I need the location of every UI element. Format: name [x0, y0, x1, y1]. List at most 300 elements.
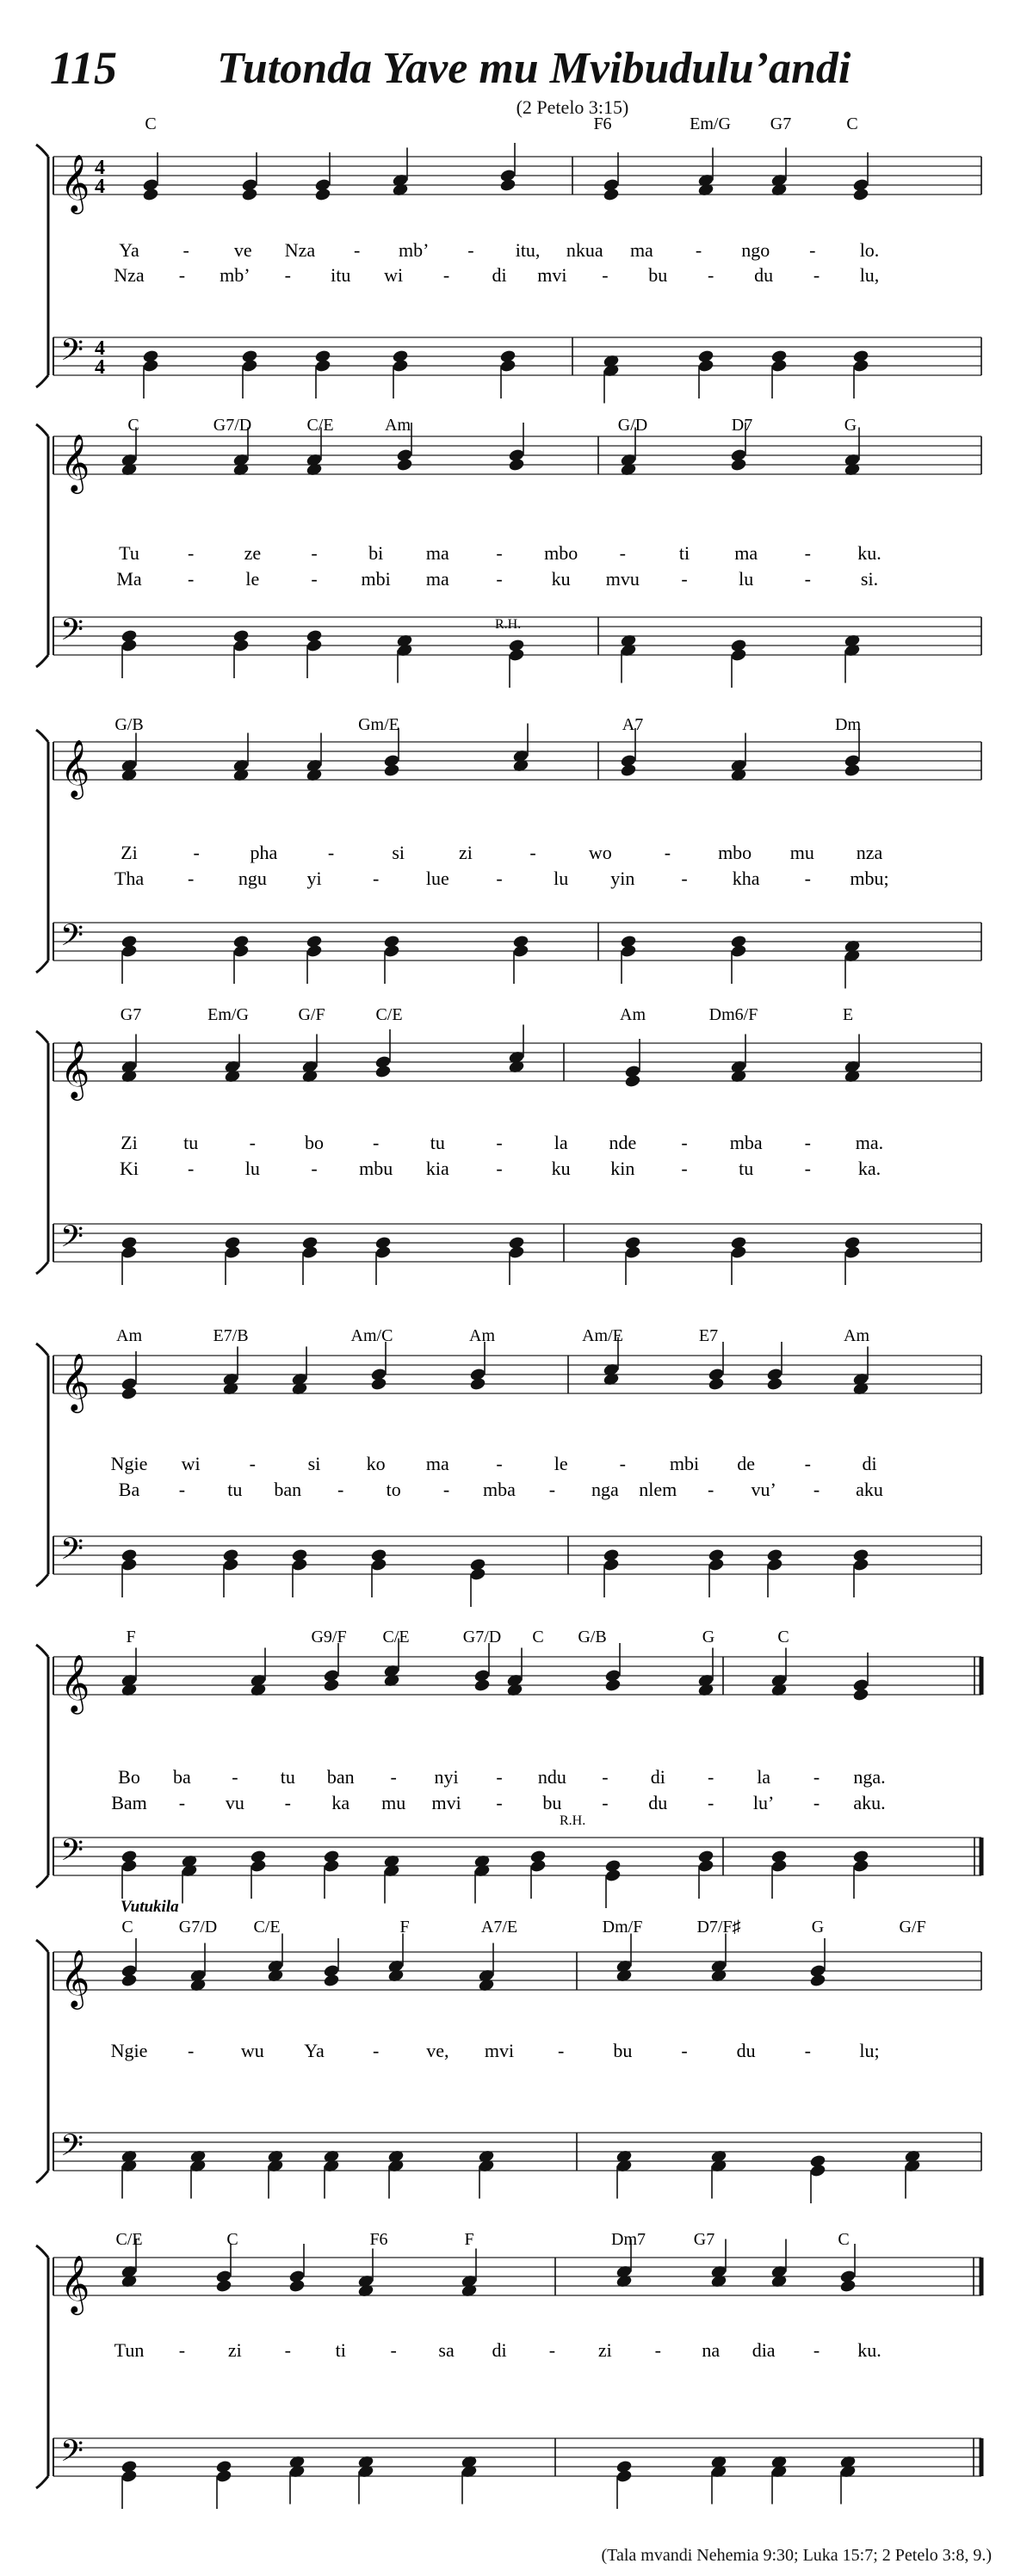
chord-symbol: A7/E — [480, 1918, 518, 1937]
lyric-syllable: - — [708, 264, 714, 286]
lyric-syllable: Ki — [120, 1158, 139, 1179]
bass-notehead-lower — [730, 647, 747, 662]
lyric-syllable: - — [529, 842, 536, 863]
lyric-syllable: ve — [233, 239, 252, 261]
chord-symbol: Am — [385, 416, 411, 435]
lyric-syllable: mvu — [605, 568, 640, 590]
lyric-syllable: - — [178, 2339, 186, 2361]
lyric-syllable: Nza — [284, 239, 316, 261]
treble-notehead-lower — [121, 1973, 138, 1987]
lyric-syllable: du — [648, 1792, 668, 1813]
lyric-syllable: - — [467, 239, 474, 261]
brace-bottom-hook — [36, 2476, 48, 2488]
lyric-syllable: ka. — [857, 1158, 881, 1179]
chord-symbol: A7 — [622, 715, 644, 734]
lyric-syllable: na — [702, 2339, 721, 2361]
chord-symbol: G7/D — [213, 416, 252, 435]
lyric-syllable: - — [619, 542, 626, 564]
lyric-syllable: Ngie — [110, 2040, 148, 2061]
bass-notehead-lower — [708, 1557, 725, 1572]
bass-clef: 𝄢 — [60, 1221, 84, 1261]
bass-notehead-lower — [370, 1557, 387, 1572]
lyric-syllable: lu’ — [752, 1792, 775, 1813]
lyric-syllable: - — [496, 1158, 503, 1179]
lyric-syllable: kia — [425, 1158, 449, 1179]
lyric-syllable: pha — [250, 842, 278, 863]
treble-notehead-lower — [142, 187, 159, 201]
lyric-syllable: la — [757, 1766, 771, 1788]
bass-notehead-lower — [730, 943, 747, 958]
lyric-syllable: bi — [368, 542, 384, 564]
lyric-syllable: ngu — [238, 868, 267, 889]
lyric-syllable: wi — [181, 1453, 201, 1474]
chord-symbol: G/B — [578, 1628, 607, 1646]
lyric-syllable: - — [654, 2339, 661, 2361]
chord-symbol: C/E — [253, 1918, 281, 1937]
lyric-syllable: yi — [306, 868, 322, 889]
lyric-syllable: de — [737, 1453, 756, 1474]
lyric-syllable: - — [804, 1453, 811, 1474]
bass-notehead-lower — [224, 1245, 241, 1259]
lyric-syllable: ku. — [857, 542, 881, 564]
lyric-syllable: ve, — [426, 2040, 449, 2061]
chord-symbol: F — [464, 2230, 474, 2249]
chord-symbol: C — [846, 114, 858, 133]
bass-clef: 𝄢 — [60, 2436, 84, 2475]
treble-notehead-lower — [370, 1376, 387, 1391]
brace-top-hook — [36, 1645, 48, 1657]
lyric-syllable: - — [496, 1453, 503, 1474]
lyric-syllable: nga — [591, 1479, 619, 1500]
lyric-syllable: Zi — [121, 1132, 138, 1153]
brace-top-hook — [36, 1344, 48, 1356]
bass-notehead-lower — [809, 2163, 826, 2178]
lyric-syllable: ku. — [857, 2339, 881, 2361]
lyric-syllable: Tu — [119, 542, 139, 564]
lyric-syllable: mvi — [484, 2040, 515, 2061]
bass-notehead-lower — [121, 1858, 138, 1873]
brace-top-hook — [36, 424, 48, 436]
lyric-syllable: ban — [326, 1766, 355, 1788]
bass-notehead-lower — [323, 1858, 340, 1873]
bass-clef: 𝄢 — [60, 335, 84, 374]
lyric-syllable: ti — [678, 542, 690, 564]
brace-bottom-hook — [36, 2171, 48, 2183]
lyric-syllable: nlem — [639, 1479, 677, 1500]
lyric-syllable: mb’ — [220, 264, 251, 286]
bass-clef: 𝄢 — [60, 615, 84, 654]
lyric-syllable: - — [284, 264, 291, 286]
bass-notehead-lower — [604, 1868, 622, 1882]
lyric-syllable: nza — [856, 842, 883, 863]
treble-notehead-lower — [852, 1687, 869, 1702]
lyric-syllable: itu — [331, 264, 351, 286]
chord-symbol: D7/F♯ — [696, 1918, 741, 1937]
lyric-syllable: itu, — [515, 239, 541, 261]
footer-reference-note: (Tala mvandi Nehemia 9:30; Luka 15:7; 2 Petelo 3:8, 9.) — [601, 2546, 992, 2565]
lyric-syllable: ze — [244, 542, 262, 564]
lyric-syllable: - — [442, 264, 450, 286]
lyric-syllable: ka — [331, 1792, 350, 1813]
treble-clef: 𝄞 — [60, 740, 90, 796]
treble-notehead-lower — [314, 187, 331, 201]
hymn-title: Tutonda Yave mu Mvibudulu’andi — [217, 44, 851, 93]
lyric-syllable: - — [804, 542, 811, 564]
lyric-syllable: - — [804, 2040, 811, 2061]
chord-symbol: G/B — [114, 715, 144, 734]
lyric-syllable: ma — [425, 568, 449, 590]
bass-notehead-lower — [508, 647, 525, 662]
lyric-syllable: - — [249, 1453, 256, 1474]
bass-notehead-lower — [215, 2468, 232, 2483]
lyric-syllable: - — [249, 1132, 256, 1153]
lyric-syllable: - — [602, 264, 609, 286]
lyric-syllable: le — [245, 568, 260, 590]
lyric-syllable: kha — [732, 868, 760, 889]
lyric-syllable: zi — [227, 2339, 242, 2361]
lyric-syllable: - — [708, 1479, 714, 1500]
time-signature-top: 4 — [95, 337, 105, 360]
chord-symbol: E7/B — [213, 1326, 249, 1345]
lyric-syllable: to — [386, 1479, 401, 1500]
bass-notehead-lower — [529, 1858, 547, 1873]
chord-symbol: G7/D — [178, 1918, 218, 1937]
chord-symbol: Gm/E — [358, 715, 399, 734]
lyric-syllable: - — [311, 1158, 318, 1179]
chord-symbol: G — [844, 416, 857, 435]
lyric-syllable: ma — [734, 542, 758, 564]
chord-symbol: Em/G — [690, 114, 731, 133]
brace-top-hook — [36, 730, 48, 742]
bass-notehead-lower — [121, 638, 138, 652]
lyric-syllable: - — [353, 239, 361, 261]
bass-notehead-lower — [121, 1557, 138, 1572]
treble-clef: 𝄞 — [60, 155, 90, 211]
bass-clef: 𝄢 — [60, 1534, 84, 1573]
bass-notehead-lower — [620, 943, 637, 958]
chord-symbol: F — [126, 1628, 136, 1646]
chord-symbol: Am — [116, 1326, 142, 1345]
lyric-syllable: le — [554, 1453, 568, 1474]
lyric-syllable: - — [373, 1132, 380, 1153]
chord-symbol: Am — [620, 1005, 646, 1024]
lyric-syllable: - — [178, 264, 186, 286]
chord-symbol: G7/D — [462, 1628, 502, 1646]
lyric-syllable: bo — [305, 1132, 324, 1153]
brace-top-hook — [36, 1940, 48, 1952]
chord-symbol: F6 — [593, 114, 612, 133]
lyric-syllable: wu — [240, 2040, 264, 2061]
chord-symbol: C/E — [375, 1005, 403, 1024]
lyric-syllable: - — [813, 1766, 820, 1788]
lyric-syllable: bu — [613, 2040, 633, 2061]
bass-notehead-lower — [852, 1557, 869, 1572]
bass-notehead-lower — [499, 358, 516, 373]
lyric-syllable: ba — [173, 1766, 191, 1788]
lyric-syllable: - — [373, 2040, 380, 2061]
lyric-syllable: - — [809, 239, 816, 261]
lyric-syllable: - — [178, 1792, 186, 1813]
treble-notehead-lower — [396, 457, 413, 472]
lyric-syllable: - — [681, 1132, 688, 1153]
chord-symbol: Dm7 — [611, 2230, 646, 2249]
lyric-syllable: Bam — [111, 1792, 147, 1813]
treble-clef: 𝄞 — [60, 1041, 90, 1097]
lyric-syllable: ma — [425, 1453, 449, 1474]
chord-symbol: C — [127, 416, 139, 435]
lyric-syllable: lu; — [859, 2040, 880, 2061]
lyric-syllable: mba — [483, 1479, 516, 1500]
bass-notehead-lower — [512, 943, 529, 958]
lyric-syllable: - — [188, 568, 195, 590]
lyric-syllable: Ngie — [110, 1453, 148, 1474]
lyric-syllable: ti — [335, 2339, 346, 2361]
lyric-syllable: mbu — [359, 1158, 393, 1179]
lyric-syllable: mbo — [544, 542, 578, 564]
lyric-syllable: ma — [425, 542, 449, 564]
chord-symbol: Am/C — [350, 1326, 393, 1345]
brace-bottom-hook — [36, 375, 48, 387]
lyric-syllable: - — [602, 1766, 609, 1788]
lyric-syllable: - — [548, 2339, 556, 2361]
lyric-syllable: ma — [629, 239, 653, 261]
lyric-syllable: - — [311, 568, 318, 590]
lyric-syllable: bu — [542, 1792, 562, 1813]
lyric-syllable: zi — [597, 2339, 612, 2361]
chord-symbol: G7 — [120, 1005, 142, 1024]
lyric-syllable: - — [496, 1792, 503, 1813]
chord-symbol: G/D — [617, 416, 648, 435]
bass-clef: 𝄢 — [60, 920, 84, 960]
bass-notehead-lower — [222, 1557, 239, 1572]
lyric-syllable: - — [664, 842, 671, 863]
bass-notehead-lower — [232, 943, 250, 958]
treble-clef: 𝄞 — [60, 1354, 90, 1410]
lyric-syllable: la — [554, 1132, 568, 1153]
lyric-syllable: ndu — [537, 1766, 566, 1788]
lyric-syllable: nkua — [566, 239, 603, 261]
chord-symbol: E7 — [698, 1326, 719, 1345]
treble-notehead-lower — [809, 1973, 826, 1987]
lyric-syllable: - — [390, 1766, 397, 1788]
lyric-syllable: mu — [381, 1792, 406, 1813]
lyric-syllable: - — [813, 1479, 820, 1500]
hymn-number: 115 — [50, 42, 118, 94]
brace-bottom-hook — [36, 961, 48, 973]
chord-symbol: C — [532, 1628, 544, 1646]
lyric-syllable: mbo — [718, 842, 752, 863]
chord-symbol: C — [777, 1628, 789, 1646]
bass-notehead-lower — [121, 2468, 138, 2483]
lyric-syllable: - — [804, 1158, 811, 1179]
lyric-syllable: - — [708, 1792, 714, 1813]
bass-notehead-lower — [241, 358, 258, 373]
bass-notehead-lower — [232, 638, 250, 652]
bass-notehead-lower — [306, 943, 323, 958]
bass-notehead-lower — [852, 358, 869, 373]
brace-top-hook — [36, 145, 48, 157]
chord-symbol: G7 — [770, 114, 792, 133]
lyric-syllable: si. — [860, 568, 879, 590]
lyric-syllable: lu — [739, 568, 754, 590]
chord-symbol: D7 — [731, 416, 753, 435]
lyric-syllable: lue — [425, 868, 449, 889]
treble-notehead-lower — [241, 187, 258, 201]
lyric-syllable: sa — [438, 2339, 455, 2361]
lyric-syllable: dia — [752, 2339, 776, 2361]
treble-notehead-lower — [839, 2278, 857, 2293]
bass-notehead-lower — [306, 638, 323, 652]
lyric-syllable: Tha — [114, 868, 145, 889]
lyric-syllable: - — [695, 239, 702, 261]
chord-symbol: G7 — [693, 2230, 715, 2249]
lyric-syllable: wi — [384, 264, 404, 286]
treble-notehead-lower — [620, 763, 637, 777]
lyric-syllable: lu, — [859, 264, 880, 286]
lyric-syllable: mbu; — [850, 868, 889, 889]
chord-symbol: Am — [469, 1326, 495, 1345]
lyric-syllable: - — [548, 1479, 556, 1500]
bass-notehead-lower — [301, 1245, 319, 1259]
lyric-syllable: Zi — [121, 842, 138, 863]
lyric-syllable: Ba — [118, 1479, 140, 1500]
brace-bottom-hook — [36, 655, 48, 667]
chord-symbol: Am/E — [582, 1326, 623, 1345]
lyric-syllable: - — [804, 868, 811, 889]
lyric-syllable: - — [681, 568, 688, 590]
lyric-syllable: - — [232, 1766, 238, 1788]
lyric-syllable: - — [681, 2040, 688, 2061]
lyric-syllable: di — [492, 264, 507, 286]
lyric-syllable: ngo — [741, 239, 770, 261]
chord-symbol: Am — [844, 1326, 869, 1345]
bass-notehead-lower — [508, 1245, 525, 1259]
treble-notehead-lower — [374, 1064, 392, 1078]
treble-notehead-lower — [215, 2278, 232, 2293]
bass-notehead-lower — [697, 358, 714, 373]
lyric-syllable: - — [390, 2339, 397, 2361]
lyric-syllable: vu — [225, 1792, 244, 1813]
treble-clef: 𝄞 — [60, 2256, 90, 2312]
lyric-syllable: - — [193, 842, 200, 863]
lyric-syllable: si — [392, 842, 405, 863]
chord-symbol: C — [121, 1918, 133, 1937]
lyric-syllable: - — [496, 1766, 503, 1788]
lyric-syllable: Ma — [116, 568, 142, 590]
lyric-syllable: kin — [610, 1158, 635, 1179]
lyric-syllable: nyi — [434, 1766, 459, 1788]
bass-notehead-lower — [121, 1245, 138, 1259]
lyric-syllable: bu — [648, 264, 668, 286]
lyric-syllable: ko — [366, 1453, 386, 1474]
lyric-syllable: tu — [183, 1132, 199, 1153]
chord-symbol: F — [399, 1918, 410, 1937]
treble-notehead-lower — [508, 457, 525, 472]
lyric-syllable: aku. — [853, 1792, 886, 1813]
lyric-syllable: - — [496, 868, 503, 889]
lyric-syllable: Ya — [304, 2040, 325, 2061]
lyric-syllable: yin — [610, 868, 635, 889]
lyric-syllable: ma. — [855, 1132, 884, 1153]
treble-clef: 𝄞 — [60, 1655, 90, 1711]
brace-bottom-hook — [36, 1262, 48, 1274]
treble-notehead-lower — [852, 187, 869, 201]
lyric-syllable: mvi — [431, 1792, 461, 1813]
lyric-syllable: mbi — [361, 568, 391, 590]
chord-symbol: C — [838, 2230, 850, 2249]
treble-notehead-lower — [604, 1677, 622, 1692]
chord-symbol: C — [145, 114, 157, 133]
lyric-syllable: du — [754, 264, 774, 286]
treble-notehead-lower — [473, 1677, 491, 1692]
lyric-syllable: tu — [280, 1766, 295, 1788]
lyric-syllable: tu — [739, 1158, 754, 1179]
lyric-syllable: lu — [554, 868, 569, 889]
lyric-syllable: - — [813, 264, 820, 286]
bass-notehead-lower — [314, 358, 331, 373]
lyric-syllable: nga. — [853, 1766, 886, 1788]
lyric-syllable: Tun — [114, 2339, 145, 2361]
lyric-syllable: - — [496, 542, 503, 564]
bass-notehead-lower — [770, 1858, 788, 1873]
lyric-syllable: lo. — [859, 239, 880, 261]
bass-notehead-lower — [121, 943, 138, 958]
lyric-syllable: mb’ — [399, 239, 430, 261]
bass-notehead-lower — [852, 1858, 869, 1873]
scripture-reference: (2 Petelo 3:15) — [516, 96, 629, 118]
bass-notehead-lower — [383, 943, 400, 958]
chord-symbol: G/F — [298, 1005, 325, 1024]
brace-top-hook — [36, 2246, 48, 2258]
lyric-syllable: - — [178, 1479, 186, 1500]
treble-notehead-lower — [766, 1376, 783, 1391]
bass-clef: 𝄢 — [60, 2130, 84, 2170]
lyric-syllable: mu — [789, 842, 814, 863]
chord-symbol: F6 — [369, 2230, 388, 2249]
treble-notehead-lower — [603, 187, 620, 201]
lyric-syllable: - — [804, 1132, 811, 1153]
treble-clef: 𝄞 — [60, 1950, 90, 2006]
chord-symbol: G — [702, 1628, 715, 1646]
bass-notehead-lower — [697, 1858, 714, 1873]
bass-notehead-lower — [624, 1245, 641, 1259]
lyric-syllable: - — [182, 239, 189, 261]
lyric-syllable: - — [337, 1479, 344, 1500]
lyric-syllable: vu’ — [751, 1479, 776, 1500]
treble-notehead-lower — [288, 2278, 306, 2293]
brace-top-hook — [36, 1031, 48, 1043]
lyric-syllable: - — [442, 1479, 450, 1500]
bass-notehead-lower — [374, 1245, 392, 1259]
lyric-syllable: Bo — [118, 1766, 140, 1788]
bass-notehead-lower — [603, 1557, 620, 1572]
bass-clef: 𝄢 — [60, 1835, 84, 1875]
lyric-syllable: - — [373, 868, 380, 889]
section-label: Vutukila — [121, 1898, 179, 1916]
treble-notehead-lower — [730, 457, 747, 472]
lyric-syllable: - — [681, 1158, 688, 1179]
chord-symbol: Dm/F — [602, 1918, 643, 1937]
bass-notehead-lower — [844, 1245, 861, 1259]
time-signature-bottom: 4 — [95, 176, 105, 198]
lyric-syllable: - — [619, 1453, 626, 1474]
bass-notehead-lower — [766, 1557, 783, 1572]
lyric-syllable: ku — [551, 568, 571, 590]
lyric-syllable: - — [813, 2339, 820, 2361]
treble-notehead-lower — [469, 1376, 486, 1391]
bass-notehead-lower — [469, 1566, 486, 1581]
chord-symbol: G9/F — [311, 1628, 347, 1646]
